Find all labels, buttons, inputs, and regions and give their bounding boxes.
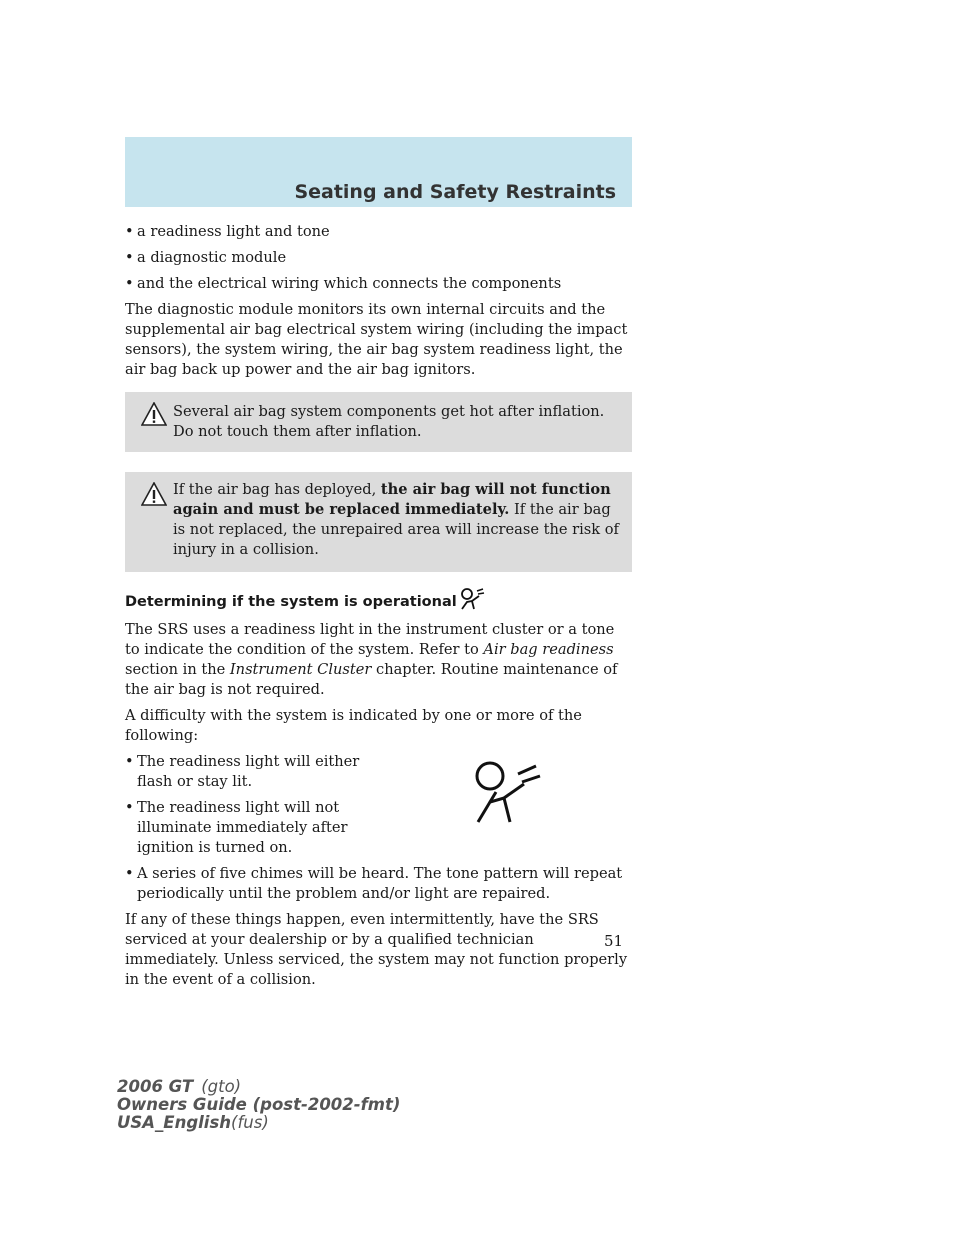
text-run: The SRS uses a readiness light in the instrument cluster or a tone to indicate the condition of the system. Refer to — [125, 621, 615, 658]
bullet-marker: • — [125, 799, 134, 816]
body-paragraph: If any of these things happen, even intermittently, have the SRS serviced at your dealership or by a qualified technician immediately. Unless serviced, the system may not function properly in the event of a collision. — [125, 911, 628, 988]
bullet-marker: • — [125, 753, 134, 770]
document-footer — [117, 1078, 400, 1132]
footer-guide: Owners Guide (post-2002-fmt) — [117, 1095, 401, 1114]
list-item-text: The readiness light will either flash or stay lit. — [137, 753, 360, 790]
text-run: section in the — [125, 661, 230, 678]
list-item — [125, 248, 632, 268]
airbag-readiness-icon — [470, 760, 550, 826]
list-item-text: and the electrical wiring which connects the components — [137, 275, 562, 292]
list-item-text: The readiness light will not illuminate immediately after ignition is turned on. — [137, 799, 348, 856]
footer-model-code: (gto) — [201, 1077, 242, 1096]
bullet-marker: • — [125, 275, 134, 292]
body-paragraph: A difficulty with the system is indicated by one or more of the following: — [125, 707, 582, 744]
list-item-text: a readiness light and tone — [137, 223, 330, 240]
warning-box — [125, 392, 632, 452]
page-content — [125, 222, 632, 996]
warning-text — [173, 480, 624, 560]
airbag-readiness-icon — [459, 587, 485, 611]
text-run: chapter. Routine maintenance of the air bag is not required. — [125, 661, 618, 698]
subheading — [125, 592, 632, 612]
warning-text: Several air bag system components get hot after inflation. Do not touch them after inflation. — [173, 403, 605, 440]
warning-triangle-icon — [141, 482, 167, 506]
indicator-list-section — [125, 752, 632, 858]
list-item — [125, 864, 632, 904]
footer-language-code: (fus) — [231, 1113, 269, 1132]
list-item — [125, 222, 632, 242]
bullet-marker: • — [125, 223, 134, 240]
footer-language: USA_English — [117, 1113, 232, 1132]
body-paragraph: The diagnostic module monitors its own internal circuits and the supplemental air bag electrical system wiring (including the impact sensors), the system wiring, the air bag system readiness light, the air bag back up power and the air bag ignitors. — [125, 301, 628, 378]
list-item-text: A series of five chimes will be heard. The tone pattern will repeat periodically until the problem and/or light are repaired. — [137, 865, 623, 902]
warning-box — [125, 472, 632, 572]
subheading-text: Determining if the system is operational — [125, 594, 457, 610]
warning-emphasis: the air bag will not function again and must be replaced immediately. — [173, 481, 611, 518]
warning-rest: If the air bag is not replaced, the unrepaired area will increase the risk of injury in a collision. — [173, 501, 619, 558]
footer-model: 2006 GT — [117, 1077, 194, 1096]
list-item-text: a diagnostic module — [137, 249, 287, 266]
body-paragraph — [125, 620, 632, 700]
warning-triangle-icon — [141, 402, 167, 426]
list-item — [125, 798, 360, 858]
section-title: Seating and Safety Restraints — [294, 181, 616, 203]
list-item — [125, 752, 360, 792]
section-header-band — [125, 137, 632, 207]
list-item — [125, 274, 632, 294]
cross-reference: Instrument Cluster — [229, 661, 372, 678]
warning-lead: If the air bag has deployed, — [173, 481, 381, 498]
cross-reference: Air bag readiness — [483, 641, 614, 658]
page-number: 51 — [604, 932, 624, 950]
bullet-marker: • — [125, 249, 134, 266]
bullet-marker: • — [125, 865, 134, 882]
